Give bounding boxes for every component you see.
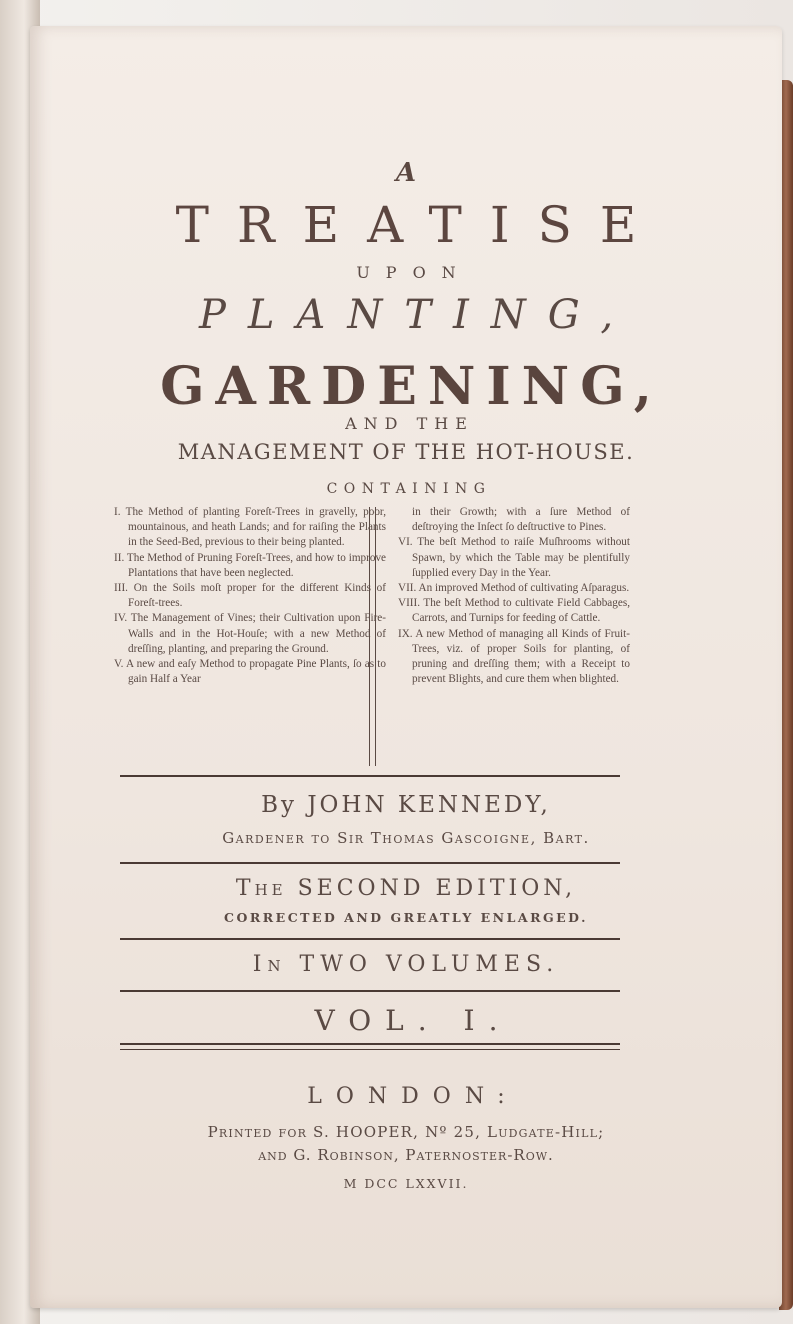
divider-rule	[120, 862, 620, 864]
divider-rule	[120, 990, 620, 992]
title-planting: PLANTING,	[198, 292, 636, 338]
imprint-and: and G. Robinson, Paternoster-Row.	[258, 1146, 554, 1164]
containing-heading: CONTAINING	[326, 481, 492, 497]
volume-number: VOL. I.	[314, 1004, 512, 1037]
volumes-line: In TWO VOLUMES.	[252, 952, 560, 977]
title-and-the: AND THE	[345, 414, 474, 433]
contents-item: VII. An improved Method of cultivating Aſparagus.	[398, 582, 630, 595]
edition-title: The SECOND EDITION,	[235, 876, 577, 901]
contents-item: VI. The beſt Method to raiſe Muſhrooms without Spawn, by which the Table may be plentifully ſupplied every Day in the Year.	[398, 536, 630, 579]
author-line: By JOHN KENNEDY,	[261, 792, 551, 818]
contents-item: in their Growth; with a ſure Method of deſtroying the Inſect ſo deſtructive to Pines.	[412, 506, 630, 534]
title-management: MANAGEMENT OF THE HOT-HOUSE.	[177, 440, 635, 464]
contents-item: II. The Method of Pruning Foreſt-Trees, and how to improve Plantations that have been neglected.	[114, 551, 386, 579]
title-upon: UPON	[356, 263, 472, 282]
divider-rule	[120, 938, 620, 940]
column-divider	[369, 507, 376, 766]
title-page	[30, 26, 782, 1308]
contents-column-left	[114, 505, 386, 687]
contents-item: V. A new and eaſy Method to propagate Pine Plants, ſo as to gain Half a Year	[114, 658, 386, 686]
contents-item: I. The Method of planting Foreſt-Trees in gravelly, poor, mountainous, and heath Lands; and for raiſing the Plants in the Seed-Bed, previous to their being planted.	[114, 506, 386, 549]
imprint-printed-for: Printed for S. HOOPER, Nº 25, Ludgate-Hill;	[207, 1123, 605, 1141]
contents-column-right	[398, 505, 630, 687]
author-position: Gardener to Sir Thomas Gascoigne, Bart.	[222, 829, 590, 847]
title-article: A	[395, 158, 417, 188]
title-treatise: TREATISE	[175, 196, 665, 254]
contents-item: IV. The Management of Vines; their Cultivation upon Fire-Walls and in the Hot-Houſe; with a new Method of dreſſing, planting, and preparing the Ground.	[114, 612, 386, 655]
contents-item: VIII. The beſt Method to cultivate Field Cabbages, Carrots, and Turnips for feeding of Cattle.	[398, 597, 630, 625]
divider-rule	[120, 775, 620, 777]
title-gardening: GARDENING,	[160, 356, 663, 417]
double-rule	[120, 1043, 620, 1050]
edition-note: CORRECTED AND GREATLY ENLARGED.	[224, 910, 588, 925]
contents-item: III. On the Soils moſt proper for the different Kinds of Foreſt-trees.	[114, 582, 386, 610]
contents-item: IX. A new Method of managing all Kinds of Fruit-Trees, viz. of proper Soils for planting, of pruning and dreſſing them; with a Receipt to prevent Blights, and cure them when blighted.	[398, 627, 630, 686]
imprint-date: M DCC LXXVII.	[343, 1176, 469, 1191]
imprint-city: LONDON:	[307, 1084, 519, 1109]
